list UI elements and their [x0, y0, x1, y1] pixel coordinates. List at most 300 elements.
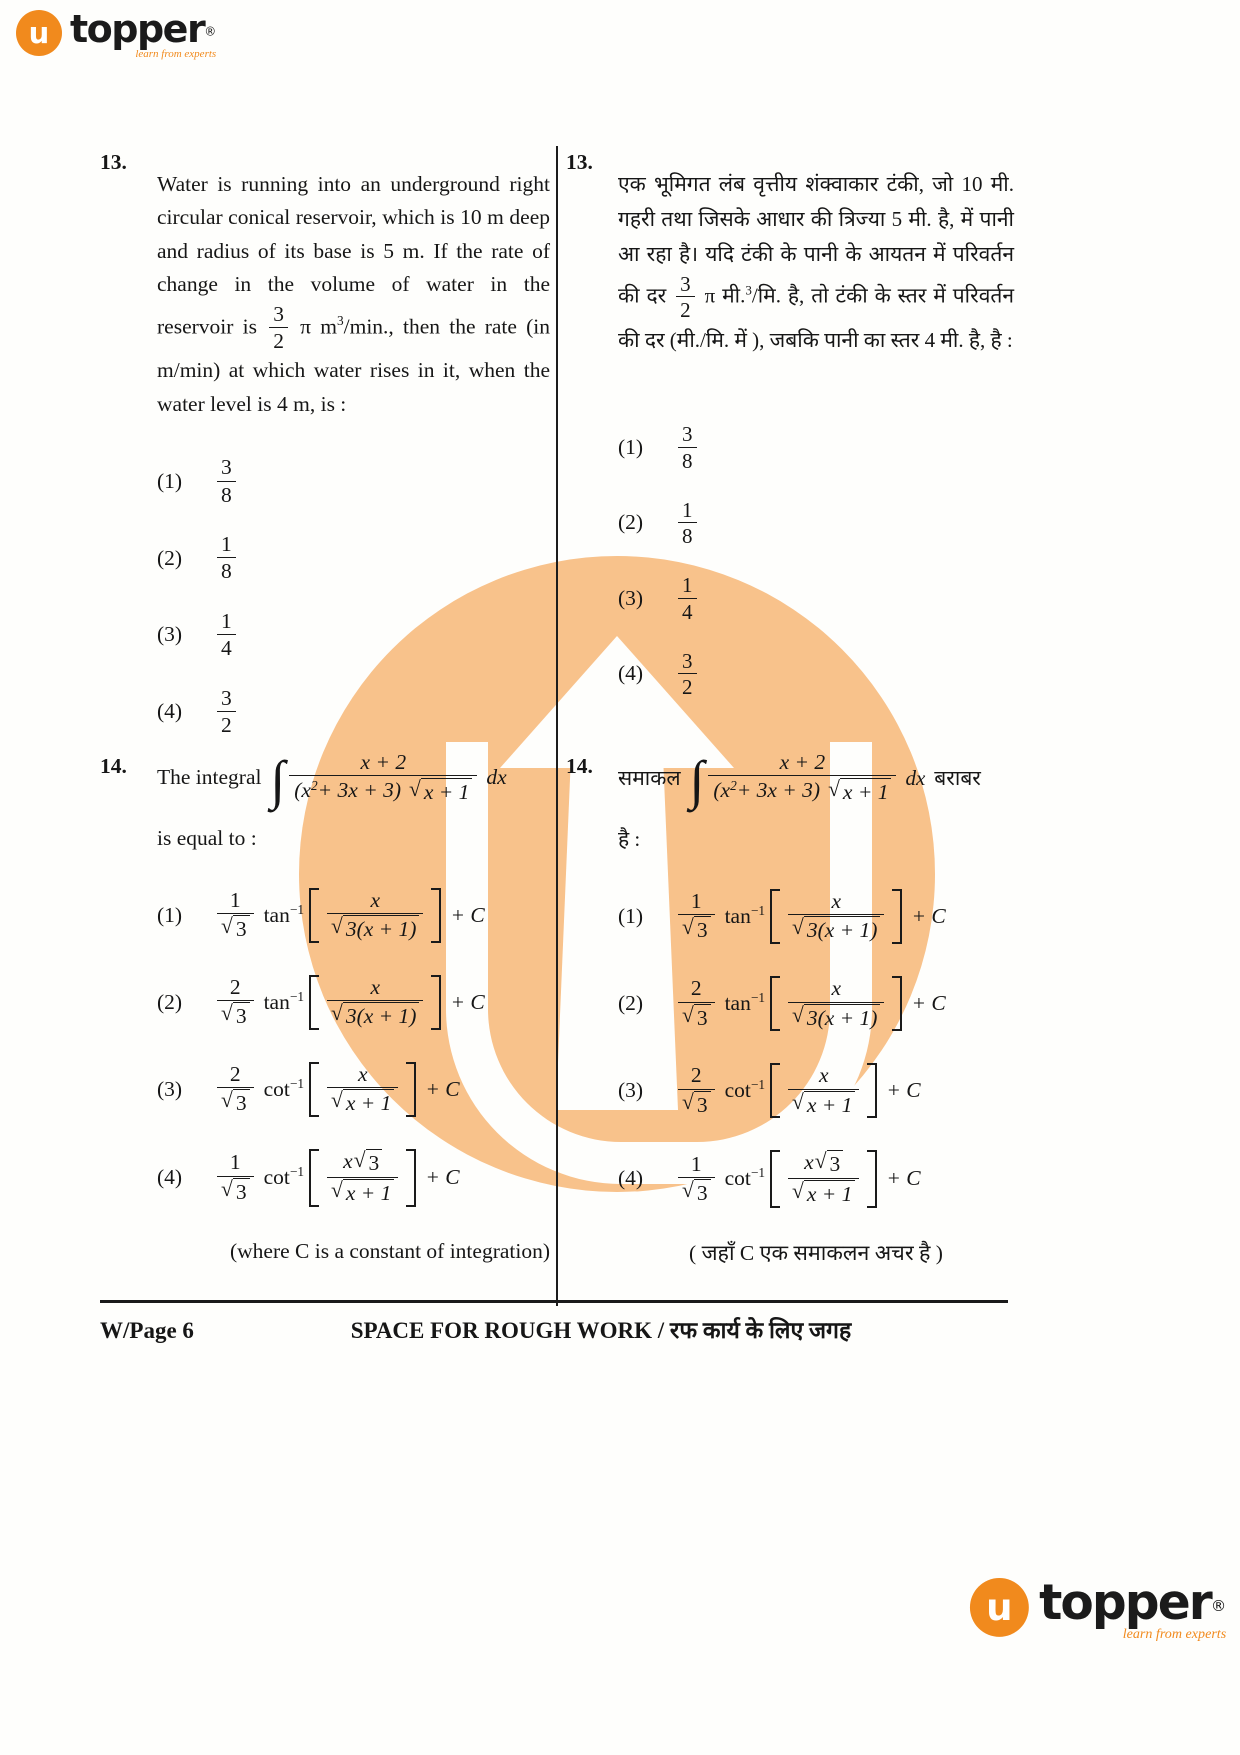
denominator: 2 — [217, 711, 236, 738]
exponent: −1 — [750, 902, 766, 918]
numerator: 2 — [229, 1062, 241, 1086]
radicand: x + 1 — [804, 1091, 856, 1119]
bracketed-argument — [309, 1062, 416, 1117]
q13-option-4 — [618, 649, 1014, 701]
question-text-part: बराबर — [934, 765, 981, 790]
radical-sign: √ — [682, 1002, 694, 1027]
column-divider — [556, 146, 558, 1306]
q13-option-1 — [618, 422, 1014, 474]
denominator — [327, 913, 423, 943]
left-bracket — [770, 1150, 780, 1208]
option-label: (3) — [157, 1076, 183, 1101]
radicand: 3 — [694, 1179, 711, 1207]
coefficient-fraction — [678, 889, 715, 944]
numerator: 1 — [682, 573, 693, 598]
denominator — [327, 1177, 398, 1207]
plus-constant: + C — [886, 1078, 921, 1103]
exponent: 3 — [336, 312, 344, 328]
right-bracket — [406, 1062, 416, 1117]
radical-sign: √ — [221, 1088, 233, 1113]
exponent: −1 — [289, 988, 305, 1004]
question-text-part: है : — [618, 827, 641, 852]
coefficient-fraction — [217, 1062, 254, 1117]
denominator — [217, 1176, 254, 1206]
option-expression — [675, 976, 946, 1031]
integral-sign: ∫ — [270, 750, 286, 811]
logo-text: topper — [1038, 1574, 1211, 1631]
q13-option-4 — [157, 686, 550, 739]
coefficient-fraction — [678, 1152, 715, 1207]
option-label: (2) — [618, 510, 644, 535]
right-bracket — [431, 888, 441, 943]
numerator: 3 — [682, 421, 693, 446]
option-expression — [675, 1150, 921, 1208]
option-expression — [675, 1063, 921, 1118]
radical-sign: √ — [331, 1177, 343, 1202]
question-number: 14. — [100, 754, 127, 778]
registered-mark: ® — [1210, 1596, 1226, 1615]
question-14-english — [100, 750, 550, 1268]
sqrt — [682, 1091, 711, 1119]
q14-option-4 — [157, 1149, 550, 1207]
logo-tagline: learn from experts — [135, 48, 217, 60]
q14-option-2 — [157, 975, 550, 1030]
option-label: (3) — [157, 622, 183, 647]
function-name: tan — [724, 990, 751, 1015]
radicand: x + 1 — [840, 778, 892, 806]
dx: dx — [486, 765, 507, 790]
plus-constant: + C — [450, 902, 485, 927]
sqrt — [331, 1089, 394, 1117]
numerator: 1 — [690, 889, 702, 914]
numerator: 1 — [682, 497, 693, 522]
exponent: −1 — [750, 1165, 766, 1181]
sqrt — [354, 1149, 383, 1177]
logo-letter: u — [985, 1585, 1013, 1630]
option-expression — [214, 1149, 460, 1207]
exponent: −1 — [289, 1164, 305, 1180]
option-label: (1) — [157, 469, 183, 493]
sqrt — [815, 1150, 844, 1178]
radical-sign: √ — [682, 1089, 694, 1114]
numerator: 3 — [273, 301, 284, 326]
denominator: 2 — [269, 327, 288, 354]
exponent: −1 — [289, 901, 305, 917]
right-bracket — [406, 1149, 416, 1207]
radicand: 3(x + 1) — [804, 916, 881, 944]
function-name: cot — [263, 1165, 290, 1190]
denominator — [678, 1002, 715, 1032]
inverse-trig-function — [264, 899, 304, 933]
radicand: x + 1 — [343, 1089, 395, 1117]
argument-fraction — [788, 1150, 859, 1208]
radical-sign: √ — [409, 777, 421, 802]
radical-sign: √ — [221, 914, 233, 939]
coefficient-fraction — [678, 976, 715, 1031]
denominator: 2 — [678, 673, 697, 700]
option-label: (1) — [618, 903, 644, 928]
denominator — [678, 1089, 715, 1119]
bracketed-argument — [309, 1149, 416, 1207]
bracketed-argument — [770, 1150, 877, 1208]
bracketed-argument — [770, 1063, 877, 1118]
radical-sign: √ — [331, 1001, 343, 1026]
constant-note: (where C is a constant of integration) — [229, 1238, 550, 1263]
integrand-fraction — [708, 750, 896, 806]
logo-wordmark — [70, 7, 217, 60]
radical-sign: √ — [331, 1088, 343, 1113]
q14-option-1 — [157, 888, 550, 943]
sqrt — [792, 1180, 855, 1208]
numerator: 3 — [221, 455, 232, 480]
plus-constant: + C — [425, 1165, 460, 1190]
exponent: −1 — [750, 1076, 766, 1092]
numerator: 1 — [690, 1151, 702, 1176]
option-label: (4) — [157, 699, 183, 724]
denominator — [708, 775, 896, 806]
numerator: 1 — [229, 887, 241, 912]
radical-sign: √ — [792, 1089, 804, 1114]
question-text-part: समाकल — [618, 765, 681, 790]
logo-letter: u — [28, 16, 50, 50]
numerator: x — [831, 889, 842, 914]
options-list — [157, 455, 550, 738]
radicand: x + 1 — [804, 1180, 856, 1208]
footer-rule — [100, 1300, 1008, 1303]
inverse-trig-function — [264, 1161, 304, 1195]
numerator: x — [831, 976, 842, 1001]
denominator-part: (x — [294, 778, 311, 803]
argument-fraction — [327, 975, 423, 1030]
numerator: x — [818, 1063, 829, 1088]
radicand: 3 — [233, 915, 250, 943]
argument-fraction — [327, 888, 423, 943]
numerator: 3 — [680, 271, 691, 296]
q14-option-3 — [157, 1062, 550, 1117]
option-label: (2) — [157, 545, 183, 570]
integral-sign: ∫ — [689, 750, 705, 811]
option-label: (3) — [618, 1078, 644, 1103]
inverse-trig-function — [725, 986, 765, 1022]
argument-fraction — [788, 889, 884, 944]
denominator — [289, 775, 477, 806]
exponent: −1 — [750, 989, 766, 1005]
bracketed-argument — [309, 888, 441, 943]
function-name: tan — [263, 989, 290, 1014]
radicand: 3(x + 1) — [343, 915, 420, 943]
numerator: x + 2 — [779, 750, 826, 774]
numerator-part: x — [343, 1149, 353, 1174]
argument-fraction — [327, 1062, 398, 1117]
numerator: 2 — [229, 974, 241, 999]
constant-note: ( जहाँ C एक समाकलन अचर है ) — [689, 1241, 943, 1266]
radicand: 3 — [694, 1004, 711, 1032]
option-fraction — [217, 455, 236, 508]
left-bracket — [309, 1062, 319, 1117]
sqrt — [221, 1178, 250, 1206]
denominator — [327, 1000, 423, 1030]
left-bracket — [309, 1149, 319, 1207]
option-fraction — [678, 649, 697, 701]
radicand: 3(x + 1) — [343, 1002, 420, 1030]
plus-constant: + C — [911, 903, 946, 928]
option-label: (3) — [618, 585, 644, 610]
question-text-part: π मी. — [704, 283, 746, 308]
logo-text: topper — [70, 7, 205, 51]
denominator — [217, 1000, 254, 1030]
q13-option-3 — [157, 609, 550, 662]
integral-expression — [270, 750, 507, 811]
denominator — [678, 1177, 715, 1207]
option-fraction — [678, 422, 697, 474]
q14-option-1 — [618, 889, 1014, 944]
q13-option-3 — [618, 573, 1014, 625]
radicand: 3 — [694, 916, 711, 944]
left-bracket — [309, 888, 319, 943]
registered-mark: ® — [204, 24, 217, 39]
option-label: (4) — [618, 661, 644, 686]
q13-option-2 — [157, 532, 550, 585]
radicand: 3(x + 1) — [804, 1004, 881, 1032]
right-bracket — [892, 976, 902, 1031]
question-text-part: /min., then the rate (in m/min) at which water rises in it, when the water level is 4 m, is : — [157, 313, 551, 416]
exponent: 2 — [310, 778, 318, 794]
numerator: 3 — [221, 685, 232, 710]
option-expression — [214, 975, 485, 1030]
sqrt — [682, 1004, 711, 1032]
option-label: (4) — [157, 1165, 183, 1190]
coefficient-fraction — [217, 1150, 254, 1205]
option-fraction — [678, 498, 697, 550]
right-bracket — [867, 1150, 877, 1208]
question-number: 14. — [566, 754, 593, 778]
inverse-trig-function — [725, 899, 765, 935]
utopper-logo-mark-icon — [970, 1578, 1029, 1637]
radical-sign: √ — [828, 777, 840, 802]
option-label: (1) — [618, 434, 644, 459]
q14-option-4 — [618, 1150, 1014, 1208]
q14-option-3 — [618, 1063, 1014, 1118]
denominator-part: (x — [713, 778, 731, 803]
sqrt — [221, 915, 250, 943]
function-name: cot — [724, 1078, 751, 1103]
question-13-english — [100, 146, 550, 738]
radicand: x + 1 — [343, 1179, 395, 1207]
question-number: 13. — [566, 150, 593, 174]
question-text-part: is equal to : — [157, 826, 257, 851]
radical-sign: √ — [792, 915, 804, 940]
page-number: W/Page 6 — [100, 1318, 194, 1343]
question-text — [157, 168, 550, 422]
option-label: (4) — [618, 1166, 644, 1191]
sqrt — [792, 1091, 855, 1119]
function-name: tan — [263, 902, 290, 927]
radical-sign: √ — [682, 1178, 694, 1203]
denominator: 4 — [217, 634, 236, 661]
fraction — [269, 302, 288, 355]
plus-constant: + C — [425, 1076, 460, 1101]
argument-fraction — [788, 976, 884, 1031]
question-text-part: /मि. है, तो टंकी के स्तर में परिवर्तन की दर (मी./मि. में ), जबकि पानी का स्तर 4 मी. है, है : — [618, 283, 1015, 353]
right-bracket — [431, 975, 441, 1030]
page-footer — [100, 1300, 1008, 1345]
denominator — [327, 1087, 398, 1117]
argument-fraction — [788, 1063, 859, 1118]
option-expression — [214, 1062, 460, 1117]
denominator: 8 — [217, 481, 236, 508]
numerator: 2 — [690, 976, 702, 1001]
numerator: x — [370, 887, 381, 912]
radical-sign: √ — [814, 1149, 827, 1174]
numerator-part: x — [804, 1150, 814, 1175]
integral-expression — [689, 750, 926, 811]
denominator: 4 — [678, 598, 697, 625]
denominator — [217, 1087, 254, 1117]
denominator — [678, 914, 715, 944]
denominator-part: + 3x + 3) — [317, 778, 401, 803]
plus-constant: + C — [886, 1166, 921, 1191]
denominator — [788, 1178, 859, 1208]
exponent: 3 — [745, 282, 752, 298]
sqrt — [792, 1004, 880, 1032]
question-text-part: एक भूमिगत लंब वृत्तीय शंक्वाकार टंकी, जो 10 मी. गहरी तथा जिसके आधार की त्रिज्या 5 मी. है, में पानी आ रहा है। यदि टंकी के पानी के आयतन में परिवर्तन की दर — [618, 172, 1014, 308]
numerator: 1 — [221, 532, 232, 557]
option-expression — [214, 888, 485, 943]
option-label: (2) — [618, 990, 644, 1015]
radical-sign: √ — [792, 1179, 804, 1204]
argument-fraction — [327, 1149, 398, 1207]
radical-sign: √ — [353, 1148, 366, 1173]
options-list — [618, 422, 1014, 700]
option-label: (1) — [157, 902, 183, 927]
question-text — [618, 167, 1014, 358]
radical-sign: √ — [792, 1002, 804, 1027]
question-text — [157, 750, 550, 811]
left-bracket — [309, 975, 319, 1030]
denominator — [788, 914, 884, 944]
numerator: 3 — [682, 648, 693, 673]
sqrt — [331, 915, 419, 943]
exponent: 2 — [730, 778, 737, 794]
denominator — [788, 1002, 884, 1032]
question-text-part: The integral — [157, 765, 262, 790]
sqrt — [331, 1002, 419, 1030]
option-fraction — [217, 532, 236, 585]
sqrt — [409, 778, 472, 806]
inverse-trig-function — [264, 1073, 304, 1107]
logo-tagline: learn from experts — [1122, 1626, 1226, 1642]
coefficient-fraction — [678, 1063, 715, 1118]
q13-option-2 — [618, 498, 1014, 550]
denominator: 2 — [676, 296, 695, 323]
radicand: x + 1 — [421, 778, 473, 806]
right-bracket — [892, 889, 902, 944]
logo-wordmark — [1038, 1574, 1226, 1642]
q14-option-2 — [618, 976, 1014, 1031]
q13-option-1 — [157, 455, 550, 508]
option-fraction — [217, 686, 236, 739]
question-text-part: Water is running into an underground right circular conical reservoir, which is 10 m deep and radius of its base is 5 m. If the rate of change in the volume of water in the reservoir is — [157, 171, 550, 338]
option-fraction — [678, 573, 697, 625]
plus-constant: + C — [911, 990, 946, 1015]
dx: dx — [905, 765, 926, 790]
question-number: 13. — [100, 150, 127, 174]
coefficient-fraction — [217, 888, 254, 943]
left-bracket — [770, 1063, 780, 1118]
radical-sign: √ — [221, 1001, 233, 1026]
radicand: 3 — [694, 1091, 711, 1119]
numerator: 1 — [221, 608, 232, 633]
radicand: 3 — [366, 1149, 383, 1177]
numerator: x — [370, 974, 381, 999]
question-text — [618, 750, 1014, 811]
radicand: 3 — [233, 1178, 250, 1206]
sqrt — [682, 1179, 711, 1207]
option-label: (2) — [157, 989, 183, 1014]
left-bracket — [770, 889, 780, 944]
sqrt — [792, 916, 880, 944]
denominator: 8 — [217, 557, 236, 584]
function-name: cot — [724, 1166, 751, 1191]
bracketed-argument — [770, 889, 902, 944]
integrand-fraction — [289, 750, 477, 806]
bracketed-argument — [309, 975, 441, 1030]
numerator: 2 — [690, 1063, 702, 1088]
sqrt — [682, 916, 711, 944]
option-fraction — [217, 609, 236, 662]
utopper-logo-bottom — [970, 1574, 1226, 1642]
denominator: 8 — [678, 522, 697, 549]
question-13-hindi — [566, 146, 1014, 700]
coefficient-fraction — [217, 975, 254, 1030]
inverse-trig-function — [264, 986, 304, 1020]
numerator — [339, 1149, 386, 1177]
inverse-trig-function — [725, 1161, 765, 1197]
sqrt — [828, 778, 891, 806]
numerator — [800, 1150, 847, 1178]
radicand: 3 — [233, 1089, 250, 1117]
radical-sign: √ — [682, 915, 694, 940]
radical-sign: √ — [331, 914, 343, 939]
exponent: −1 — [289, 1075, 305, 1091]
left-bracket — [770, 976, 780, 1031]
question-text-part: π m — [300, 313, 337, 338]
inverse-trig-function — [725, 1073, 765, 1109]
function-name: tan — [724, 903, 751, 928]
sqrt — [221, 1002, 250, 1030]
denominator: 8 — [678, 447, 697, 474]
utopper-logo-top — [16, 7, 217, 60]
denominator — [788, 1089, 859, 1119]
bracketed-argument — [770, 976, 902, 1031]
option-expression — [675, 889, 946, 944]
radicand: 3 — [827, 1150, 844, 1178]
radical-sign: √ — [221, 1176, 233, 1201]
plus-constant: + C — [450, 989, 485, 1014]
numerator: 1 — [229, 1150, 241, 1175]
function-name: cot — [263, 1076, 290, 1101]
radicand: 3 — [233, 1002, 250, 1030]
utopper-logo-mark-icon — [16, 10, 62, 56]
fraction — [676, 272, 695, 324]
rough-work-label: SPACE FOR ROUGH WORK / रफ कार्य के लिए जगह — [350, 1318, 852, 1343]
numerator: x + 2 — [360, 750, 407, 774]
sqrt — [221, 1089, 250, 1117]
denominator-part: + 3x + 3) — [736, 778, 821, 803]
sqrt — [331, 1179, 394, 1207]
question-14-hindi — [566, 750, 1014, 1272]
right-bracket — [867, 1063, 877, 1118]
